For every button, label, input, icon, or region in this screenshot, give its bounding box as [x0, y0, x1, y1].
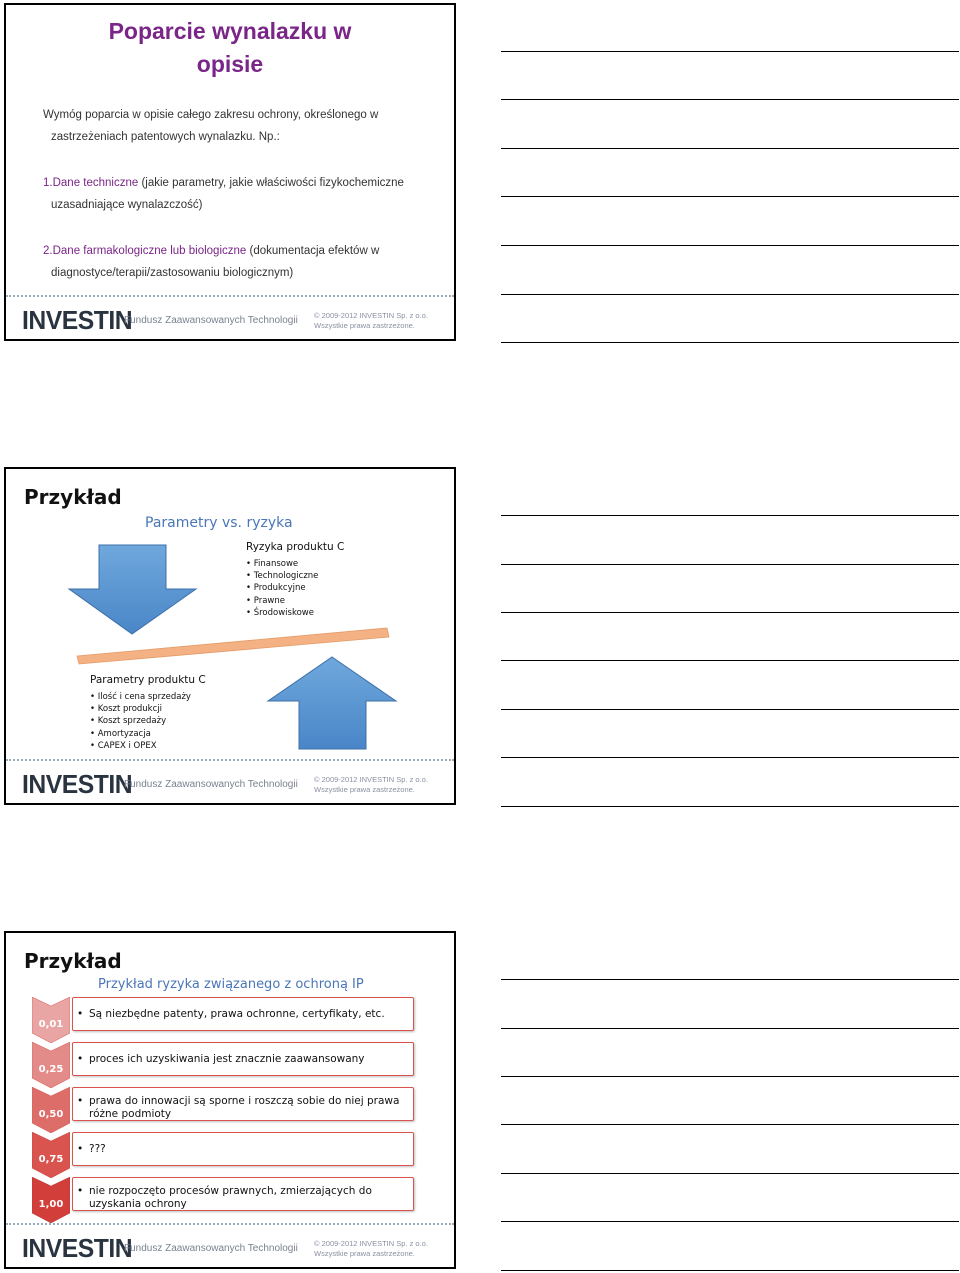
- params-list: [90, 691, 191, 752]
- risk-value: 0,75: [38, 1154, 64, 1165]
- copyright-line: © 2009-2012 INVESTIN Sp. z o.o.: [314, 311, 428, 320]
- slide-title: [6, 15, 454, 81]
- title-line-2: opisie: [196, 51, 264, 77]
- slide-subtitle: Parametry vs. ryzyka: [145, 515, 293, 531]
- risk-description-box: [72, 1132, 414, 1166]
- risk-row: [32, 1177, 418, 1217]
- risk-item: • Finansowe: [246, 558, 318, 570]
- risk-description: • prawa do innowacji są sporne i roszczą sobie do niej prawa różne podmioty: [89, 1095, 407, 1121]
- param-item: • Koszt produkcji: [90, 703, 191, 715]
- slide-3: [4, 931, 456, 1269]
- risk-description-box: [72, 1042, 414, 1076]
- fund-name: Fundusz Zaawansowanych Technologii: [124, 1243, 298, 1254]
- risk-value: 0,01: [38, 1019, 64, 1030]
- investin-logo: INVESTIN: [22, 769, 133, 799]
- risk-description: • ???: [89, 1143, 407, 1156]
- param-item: • Ilość i cena sprzedaży: [90, 691, 191, 703]
- item-1-number: 1.: [43, 177, 53, 189]
- risk-row: [32, 997, 418, 1037]
- item-2-heading: Dane farmakologiczne lub biologiczne: [52, 245, 247, 257]
- item-2-continuation: diagnostyce/terapii/zastosowaniu biologicznym): [51, 267, 294, 279]
- copyright: [314, 775, 428, 795]
- notes-line: [501, 612, 959, 613]
- notes-line: [501, 196, 959, 197]
- slide-footer: [6, 295, 454, 339]
- risk-description-box: [72, 997, 414, 1031]
- item-2-number: 2.: [43, 245, 53, 257]
- slide-footer: [6, 1223, 454, 1267]
- intro-paragraph: [43, 104, 428, 148]
- notes-line: [501, 148, 959, 149]
- param-item: • Amortyzacja: [90, 728, 191, 740]
- intro-line-2: zastrzeżeniach patentowych wynalazku. Np.:: [51, 131, 280, 143]
- notes-line: [501, 979, 959, 980]
- item-1-continuation: uzasadniające wynalazczość): [51, 199, 203, 211]
- arrow-down-icon: [69, 545, 196, 634]
- fund-name: Fundusz Zaawansowanych Technologii: [124, 779, 298, 790]
- notes-line: [501, 1076, 959, 1077]
- arrow-up-icon: [268, 657, 396, 749]
- risk-item: • Technologiczne: [246, 570, 318, 582]
- balance-beam: [77, 628, 389, 664]
- notes-line: [501, 806, 959, 807]
- notes-line: [501, 515, 959, 516]
- risk-description: • nie rozpoczęto procesów prawnych, zmierzających do uzyskania ochrony: [89, 1185, 407, 1211]
- copyright: [314, 1239, 428, 1259]
- risk-description: • proces ich uzyskiwania jest znacznie zaawansowany: [89, 1053, 407, 1066]
- copyright: [314, 311, 428, 331]
- param-item: • CAPEX i OPEX: [90, 740, 191, 752]
- notes-line: [501, 99, 959, 100]
- risk-description: • Są niezbędne patenty, prawa ochronne, certyfikaty, etc.: [89, 1008, 407, 1021]
- rights-line: Wszystkie prawa zastrzeżone.: [314, 1249, 415, 1258]
- intro-line-1: Wymóg poparcia w opisie całego zakresu ochrony, określonego w: [43, 109, 379, 121]
- risk-row: [32, 1132, 418, 1172]
- diagram-graphics: [6, 469, 456, 769]
- params-title: Parametry produktu C: [90, 674, 206, 686]
- slide-1: [4, 3, 456, 341]
- item-1-heading: Dane techniczne: [52, 177, 139, 189]
- risk-value: 0,50: [38, 1109, 64, 1120]
- risk-value: 0,25: [38, 1064, 64, 1075]
- notes-line: [501, 294, 959, 295]
- notes-line: [501, 757, 959, 758]
- slide-heading: Przykład: [24, 949, 122, 973]
- risk-row: [32, 1087, 418, 1127]
- rights-line: Wszystkie prawa zastrzeżone.: [314, 785, 415, 794]
- slide-2: [4, 467, 456, 805]
- notes-line: [501, 342, 959, 343]
- notes-line: [501, 709, 959, 710]
- risks-title: Ryzyka produktu C: [246, 541, 345, 553]
- notes-line: [501, 51, 959, 52]
- risk-item: • Prawne: [246, 595, 318, 607]
- item-2: [43, 240, 428, 284]
- risk-item: • Środowiskowe: [246, 607, 318, 619]
- param-item: • Koszt sprzedaży: [90, 715, 191, 727]
- investin-logo: INVESTIN: [22, 305, 133, 335]
- notes-line: [501, 245, 959, 246]
- copyright-line: © 2009-2012 INVESTIN Sp. z o.o.: [314, 775, 428, 784]
- notes-line: [501, 1124, 959, 1125]
- title-line-1: Poparcie wynalazku w: [108, 18, 352, 44]
- notes-line: [501, 564, 959, 565]
- item-1: [43, 172, 428, 216]
- item-1-rest: (jakie parametry, jakie właściwości fizykochemiczne: [138, 177, 404, 189]
- notes-line: [501, 1173, 959, 1174]
- risks-list: [246, 558, 318, 619]
- risk-description-box: [72, 1177, 414, 1211]
- slide-heading: Przykład: [24, 485, 122, 509]
- slide-footer: [6, 759, 454, 803]
- risk-description-box: [72, 1087, 414, 1121]
- notes-line: [501, 1270, 959, 1271]
- notes-line: [501, 1028, 959, 1029]
- copyright-line: © 2009-2012 INVESTIN Sp. z o.o.: [314, 1239, 428, 1248]
- fund-name: Fundusz Zaawansowanych Technologii: [124, 315, 298, 326]
- risk-value: 1,00: [38, 1199, 64, 1210]
- notes-line: [501, 660, 959, 661]
- rights-line: Wszystkie prawa zastrzeżone.: [314, 321, 415, 330]
- risk-row: [32, 1042, 418, 1082]
- risk-item: • Produkcyjne: [246, 582, 318, 594]
- item-2-rest: (dokumentacja efektów w: [246, 245, 380, 257]
- notes-line: [501, 1221, 959, 1222]
- investin-logo: INVESTIN: [22, 1233, 133, 1263]
- slide-subtitle: Przykład ryzyka związanego z ochroną IP: [98, 977, 364, 992]
